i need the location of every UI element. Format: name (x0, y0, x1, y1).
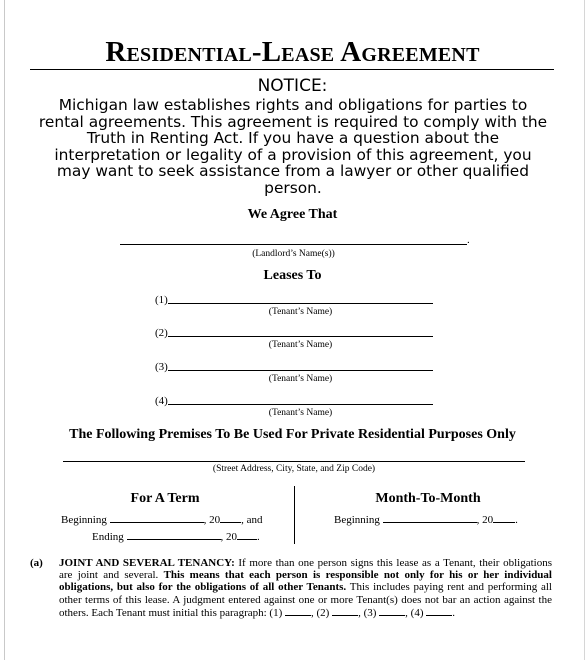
landlord-caption: (Landlord’s Name(s)) (252, 249, 335, 259)
tenant-name-line[interactable] (168, 370, 433, 371)
tenant-number: (3) (155, 361, 168, 373)
term-ending-label: Ending (92, 531, 124, 543)
tenant-number: (1) (155, 294, 168, 306)
tenant-name-line[interactable] (168, 404, 433, 405)
notice-line: rental agreements. This agreement is required to comply with the (38, 112, 548, 131)
month-beginning-year-blank[interactable] (493, 513, 515, 523)
document-title: Residential-Lease Agreement (105, 36, 480, 68)
tenant-4-initial-blank[interactable] (426, 606, 452, 616)
notice-line: Michigan law establishes rights and obligations for parties to (58, 96, 528, 114)
premises-address-caption: (Street Address, City, State, and Zip Code) (212, 464, 376, 474)
page-left-edge (4, 0, 5, 660)
notice-line: interpretation or legality of a provision of this agreement, you (54, 145, 532, 164)
term-beginning-year-blank[interactable] (220, 513, 241, 523)
paragraph-marker: (a) (30, 557, 43, 569)
tenant-number: (4) (155, 395, 168, 407)
term-heading: For A Term (130, 491, 200, 506)
tenant-caption: (Tenant’s Name) (268, 307, 333, 317)
month-beginning-row (334, 513, 518, 526)
premises-address-line[interactable] (63, 461, 525, 462)
column-divider (294, 486, 295, 544)
notice-line: person. (264, 178, 322, 197)
month-heading: Month-To-Month (375, 491, 481, 506)
tenant-3-initial-blank[interactable] (379, 606, 405, 616)
tenant-name-line[interactable] (168, 303, 433, 304)
initial-3-label: , (3) (358, 606, 380, 619)
tenant-caption: (Tenant’s Name) (268, 408, 333, 418)
tenant-caption: (Tenant’s Name) (268, 374, 333, 384)
landlord-line-period: . (467, 234, 470, 246)
joint-tenancy-paragraph (30, 557, 552, 619)
agree-heading: We Agree That (247, 207, 338, 222)
joint-text-1: If more than one person signs this lease as a Tenant, their obligations are joint and several. (59, 557, 552, 582)
joint-bold-text: This means that each person is responsible not only for his or her individual obligations, but also for the obligations of all other Tenants. (59, 569, 552, 594)
joint-tenancy-heading: JOINT AND SEVERAL TENANCY: (59, 557, 235, 569)
month-beginning-year-prefix: , 20 (476, 514, 494, 526)
notice-line: may want to seek assistance from a lawyer or other qualified (56, 162, 530, 181)
joint-end: . (452, 606, 455, 619)
term-beginning-row (61, 513, 262, 526)
leases-heading: Leases To (263, 268, 322, 283)
term-and-text: , and (241, 514, 263, 526)
joint-text-2: This includes paying rent and performing all other terms of this lease. A judgment entered against one or more Tenant(s) does not bar an action against the others. Each Tenant must initial this paragraph: (1) (59, 581, 552, 619)
landlord-name-line[interactable] (120, 244, 467, 245)
tenant-2-initial-blank[interactable] (332, 606, 358, 616)
term-beginning-year-prefix: , 20 (203, 514, 221, 526)
term-ending-year-prefix: , 20 (220, 531, 238, 543)
month-beginning-date-blank[interactable] (383, 513, 477, 523)
term-beginning-label: Beginning (61, 514, 107, 526)
initial-4-label: , (4) (405, 606, 427, 619)
term-ending-year-blank[interactable] (237, 530, 257, 540)
term-ending-row (92, 530, 260, 543)
notice-heading: NOTICE: (257, 76, 328, 96)
tenant-1-initial-blank[interactable] (285, 606, 311, 616)
tenant-caption: (Tenant’s Name) (268, 340, 333, 350)
title-rule (30, 69, 554, 70)
term-ending-date-blank[interactable] (127, 530, 221, 540)
initial-2-label: , (2) (311, 606, 333, 619)
notice-line: Truth in Renting Act. If you have a question about the (86, 129, 500, 148)
term-ending-period: . (257, 531, 260, 543)
term-beginning-date-blank[interactable] (110, 513, 204, 523)
month-beginning-period: . (515, 514, 518, 526)
tenant-name-line[interactable] (168, 336, 433, 337)
notice-body (28, 97, 558, 197)
tenant-number: (2) (155, 327, 168, 339)
month-beginning-label: Beginning (334, 514, 380, 526)
premises-heading: The Following Premises To Be Used For Private Residential Purposes Only (69, 427, 516, 442)
